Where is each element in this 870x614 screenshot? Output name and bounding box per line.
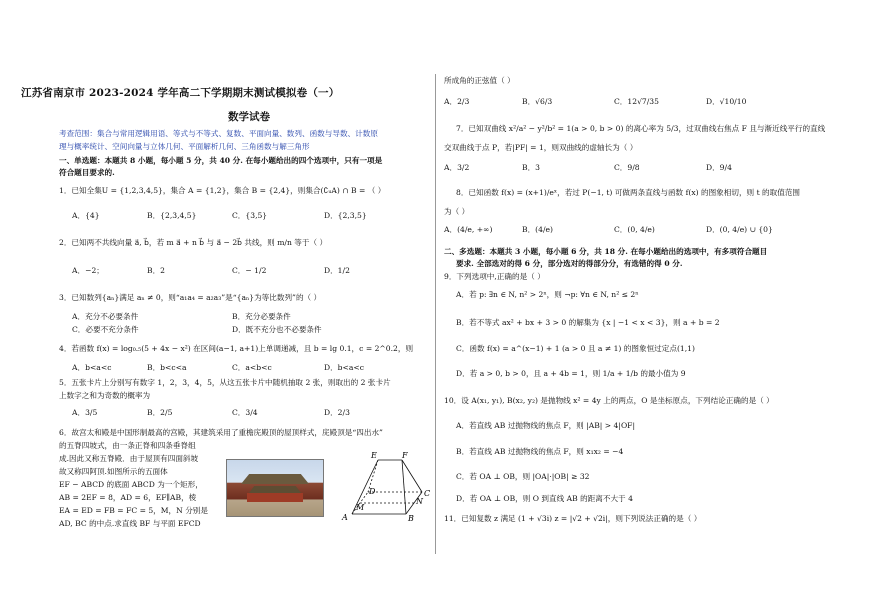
vertex-label-b: B [408,514,414,523]
question-7-line-1: 7．已知双曲线 x²/a² − y²/b² = 1(a > 0, b > 0) 的离心率为 5/3，过双曲线右焦点 F 且与渐近线平行的直线 [456,124,826,133]
section2-heading: 二、多选题：本题共 3 小题，每小题 6 分，共 18 分. 在每小题给出的选项中，有多项符合题目 [444,247,768,256]
question-9-stem: 9．下列选项中,正确的是（ ） [444,272,545,281]
q7-option-a[interactable]: A．3/2 [444,163,470,172]
question-6-line-1: 6．故宫太和殿是中国形制最高的宫殿，其建筑采用了重檐庑殿顶的屋顶样式，庑殿顶是“四出水” [59,428,383,437]
q10-option-c[interactable]: C．若 OA ⊥ OB，则 |OA|·|OB| ≥ 32 [456,472,590,481]
vertex-label-d: D [369,487,376,496]
question-7-line-2: 交双曲线于点 P，若|PF| = 1，则双曲线的虚轴长为（ ） [444,143,638,152]
vertex-label-c: C [424,489,431,498]
question-6-line-3: 成.因此又称五脊殿．由于屋顶有四面斜坡 [59,454,199,463]
question-10-stem: 10．设 A(x₁, y₁), B(x₂, y₂) 是抛物线 x² = 4y 上的两点，O 是坐标原点，下列结论正确的是（ ） [444,396,774,405]
section2-heading-cont: 要求. 全部选对的得 6 分，部分选对的得部分分，有选错的得 0 分. [456,259,683,268]
q9-option-d[interactable]: D．若 a > 0, b > 0，且 a + 4b = 1，则 1/a + 1/b 的最小值为 9 [456,369,686,378]
q2-option-a[interactable]: A．−2； [72,266,104,275]
question-6-line-7: EA = ED = FB = FC = 5，M，N 分别是 [59,506,208,515]
section1-heading-cont: 符合题目要求的. [59,168,115,177]
q10-option-d[interactable]: D．若 OA ⊥ OB，则 O 到直线 AB 的距离不大于 4 [456,494,633,503]
q1-option-a[interactable]: A．{4} [72,211,100,220]
question-8-line-1: 8．已知函数 f(x) = (x+1)/eˣ，若过 P(−1, t) 可做两条直线与函数 f(x) 的图象相切，则 t 的取值范围 [456,188,801,197]
q5-option-a[interactable]: A．3/5 [72,408,98,417]
question-11-stem: 11．已知复数 z 满足 (1 + √3i) z = |√2 + √2i|，则下列说法正确的是（ ） [444,514,702,523]
scope-line-1: 考查范围：集合与常用逻辑用语、等式与不等式、复数、平面向量、数列、函数与导数、计数原 [59,129,378,138]
exam-title: 江苏省南京市 2023-2024 学年高二下学期期末测试模拟卷（一） [21,87,340,99]
q5-option-c[interactable]: C．3/4 [232,408,258,417]
pentahedron-figure [338,448,434,524]
q7-option-c[interactable]: C．9/8 [614,163,640,172]
q9-option-c[interactable]: C．函数 f(x) = a^(x−1) + 1 (a > 0 且 a ≠ 1) 的图象恒过定点(1,1) [456,344,695,353]
palace-photo [226,459,324,517]
q4-option-b[interactable]: B．b<c<a [147,363,187,372]
q6-option-d[interactable]: D．√10/10 [706,97,747,106]
question-2-stem: 2．已知两不共线向量 a⃗, b⃗，若 m a⃗ + n b⃗ 与 a⃗ − 2b⃗ 共线，则 m/n 等于（ ） [59,238,328,247]
question-1-stem: 1．已知全集U = {1,2,3,4,5}，集合 A = {1,2}，集合 B = {2,4}，则集合(∁ᵤA) ∩ B = （ ） [59,186,386,195]
subject-title: 数学试卷 [228,111,270,123]
question-6-line-8: AD, BC 的中点.求直线 BF 与平面 EFCD [59,519,201,528]
right-column [444,0,826,614]
vertex-label-f: F [402,451,408,460]
q3-option-c[interactable]: C．必要不充分条件 [72,325,139,334]
q1-option-d[interactable]: D．{2,3,5} [324,211,367,220]
q1-option-c[interactable]: C．{3,5} [232,211,268,220]
q5-option-b[interactable]: B．2/5 [147,408,173,417]
question-6-tail: 所成角的正弦值（ ） [444,76,515,85]
scope-line-2: 理与概率统计、空间向量与立体几何、平面解析几何、三角函数与解三角形 [59,142,310,151]
question-6-line-4: 故又称四阿顶.如图所示的五面体 [59,467,168,476]
palace-wall [247,493,303,502]
vertex-label-m: M [356,503,365,512]
vertex-label-e: E [371,451,377,460]
q6-option-b[interactable]: B．√6/3 [522,97,553,106]
q1-option-b[interactable]: B．{2,3,4,5} [147,211,197,220]
q4-option-a[interactable]: A．b<a<c [72,363,112,372]
question-3-stem: 3．已知数列{aₙ}满足 aₙ ≠ 0，则“a₁a₄ = a₂a₃”是“{aₙ}为等比数列”的（ ） [59,293,322,302]
q3-option-b[interactable]: B．充分必要条件 [232,312,291,321]
q8-option-b[interactable]: B．(4/e) [522,225,553,234]
q8-option-c[interactable]: C．(0, 4/e) [614,225,655,234]
question-6-line-5: EF − ABCD 的底面 ABCD 为一个矩形， [59,480,203,489]
question-6-line-6: AB = 2EF = 8，AD = 6，EF∥AB，棱 [59,493,197,502]
q6-option-a[interactable]: A．2/3 [444,97,470,106]
q9-option-a[interactable]: A．若 p: ∃n ∈ N, n² > 2ⁿ，则 ¬p: ∀n ∈ N, n² ≤ 2ⁿ [456,290,639,299]
q2-option-d[interactable]: D．1/2 [324,266,350,275]
q6-option-c[interactable]: C．12√7/35 [614,97,659,106]
question-5-stem: 5．五张卡片上分别写有数字 1，2，3，4，5，从这五张卡片中随机抽取 2 张，则取出的 2 张卡片 [59,378,391,387]
palace-roof [241,474,309,484]
q10-option-b[interactable]: B．若直线 AB 过抛物线的焦点 F，则 x₁x₂ = −4 [456,447,624,456]
question-4-stem: 4．若函数 f(x) = log₀.₅(5 + 4x − x²) 在区间(a−1, a+1)上单调递减，且 b = lg 0.1，c = 2^0.2，则 [59,344,414,353]
question-8-line-2: 为（ ） [444,207,470,216]
q4-option-c[interactable]: C．a<b<c [232,363,272,372]
question-6-line-2: 的五脊四坡式，由一条正脊和四条垂脊组 [59,441,196,450]
q5-option-d[interactable]: D．2/3 [324,408,350,417]
q2-option-b[interactable]: B．2 [147,266,166,275]
q8-option-d[interactable]: D．(0, 4/e) ∪ {0} [706,225,773,234]
q9-option-b[interactable]: B．若不等式 ax² + bx + 3 > 0 的解集为 {x | −1 < x < 3}，则 a + b = 2 [456,318,720,327]
q7-option-b[interactable]: B．3 [522,163,541,172]
column-divider [435,74,436,554]
q2-option-c[interactable]: C．− 1/2 [232,266,267,275]
q7-option-d[interactable]: D．9/4 [706,163,732,172]
q4-option-d[interactable]: D．b<a<c [324,363,365,372]
q3-option-d[interactable]: D．既不充分也不必要条件 [232,325,322,334]
q8-option-a[interactable]: A．(4/e, +∞) [444,225,493,234]
palace-lower-roof [249,486,301,493]
question-5-stem-cont: 上数字之和为奇数的概率为 [59,391,151,400]
vertex-label-n: N [416,497,423,506]
q3-option-a[interactable]: A．充分不必要条件 [72,312,139,321]
section1-heading: 一、单选题：本题共 8 小题，每小题 5 分，共 40 分. 在每小题给出的四个选项中，只有一项是 [59,156,383,165]
vertex-label-a: A [342,513,348,522]
q10-option-a[interactable]: A．若直线 AB 过抛物线的焦点 F，则 |AB| > 4|OF| [456,421,636,430]
